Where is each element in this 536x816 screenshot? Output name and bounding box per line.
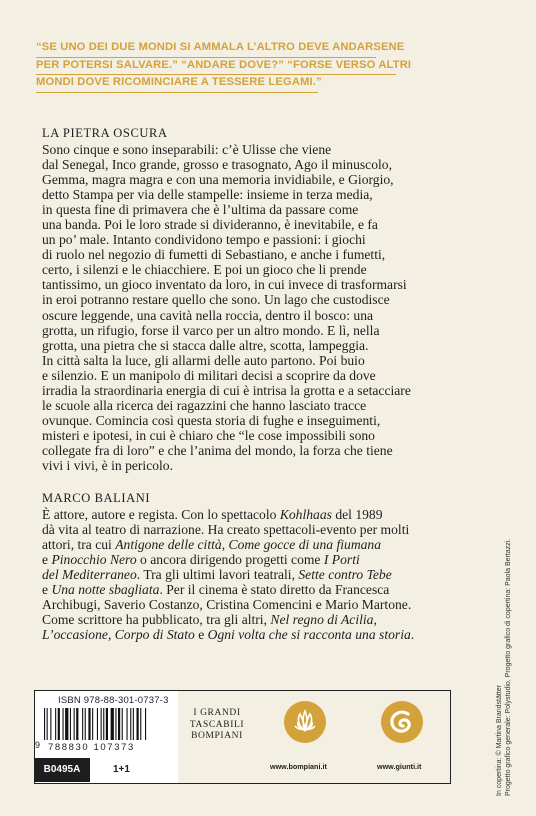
author-bio (42, 507, 502, 642)
synopsis-line: misteri e ipotesi, in cui è chiaro che “le cose impossibili sono (42, 427, 375, 443)
product-code: B0495A (34, 758, 90, 782)
series-line: BOMPIANI (191, 731, 243, 741)
synopsis-line: le scuole alla ricerca dei ragazzini che hanno lasciato tracce (42, 397, 367, 413)
bio-line: dà vita al teatro di narrazione. Ha creato spettacoli-evento per molti (42, 522, 410, 538)
bio-line: Archibugi, Saverio Costanzo, Cristina Comencini e Mario Martone. (42, 597, 412, 613)
synopsis-line: grotta, una pietra che si stacca dalle altre, scotta, lampeggia. (42, 337, 369, 353)
author-name: MARCO BALIANI (42, 491, 151, 505)
synopsis-line: di ruolo nel negozio di fumetti di Sebastiano, e anche i fumetti, (42, 247, 386, 263)
book-title: LA PIETRA OSCURA (42, 126, 168, 140)
giunti-swirl-icon (380, 700, 424, 744)
synopsis-line: un po’ male. Intanto condividono tempo e passioni: i giochi (42, 232, 366, 248)
credit-line: Progetto grafico generale: Polystudio. Progetto grafico di copertina: Paola Bertazzi. (504, 538, 512, 796)
price-code: 1+1 (113, 764, 130, 775)
synopsis-line: in questa fine di primavera che è l’ultima da passare come (42, 202, 359, 218)
synopsis-line: oscure leggende, una cavità nella roccia, dentro il bosco: una (42, 307, 374, 323)
barcode-lead-digit: 9 (35, 740, 41, 750)
synopsis (42, 142, 502, 473)
quote-underline (36, 92, 318, 93)
bompiani-url: www.bompiani.it (270, 762, 327, 771)
quote-line: “SE UNO DEI DUE MONDI SI AMMALA L’ALTRO DEVE ANDARSENE (36, 41, 405, 53)
bio-line: e Pinocchio Nero o ancora dirigendo progetti come I Porti (42, 552, 360, 568)
synopsis-line: grotta, un rifugio, forse il varco per un altro mondo. E lì, nella (42, 322, 380, 338)
bio-line: attori, tra cui Antigone delle città, Come gocce di una fiumana (42, 537, 382, 553)
synopsis-line: in eroi potranno restare quello che sono. Un lago che custodisce (42, 292, 390, 308)
synopsis-line: tantissimo, un gioco inventato da loro, in cui invece di trasformarsi (42, 277, 407, 293)
credit-line: In copertina: © Martina Brandstätter (496, 685, 503, 796)
series-line: I GRANDI (193, 708, 241, 718)
synopsis-line: ovunque. Comincia così questa storia di fughe e inseguimenti, (42, 412, 381, 428)
synopsis-line: Gemma, magra magra e con una memoria invidiabile, e Giorgio, (42, 172, 394, 188)
isbn-number: ISBN 978-88-301-0737-3 (58, 695, 169, 706)
barcode-icon (42, 708, 170, 742)
giunti-url: www.giunti.it (377, 762, 422, 771)
bompiani-flower-icon (283, 700, 327, 744)
cover-quote (36, 40, 436, 93)
bio-line: È attore, autore e regista. Con lo spettacolo Kohlhaas del 1989 (42, 507, 383, 522)
synopsis-line: irradia la straordinaria energia di cui è intrisa la grotta e a setacciare (42, 382, 411, 398)
synopsis-line: collegate fra di loro” e che l’anima del mondo, la forza che tiene (42, 442, 393, 458)
synopsis-line: e silenzio. E un manipolo di militari decisi a scoprire da dove (42, 367, 376, 383)
series-name (178, 708, 256, 743)
bio-line: L’occasione, Corpo di Stato e Ogni volta che si racconta una storia. (42, 627, 415, 643)
quote-line: PER POTERSI SALVARE.” “ANDARE DOVE?” “FORSE VERSO ALTRI (36, 58, 412, 71)
synopsis-line: certo, i silenzi e le chiacchiere. E poi un gioco che li prende (42, 262, 367, 278)
bio-line: del Mediterraneo. Tra gli ultimi lavori teatrali, Sette contro Tebe (42, 567, 392, 583)
series-line: TASCABILI (189, 719, 245, 730)
synopsis-line: detto Stampa per via delle stampelle: insieme in terza media, (42, 187, 373, 203)
synopsis-line: Sono cinque e sono inseparabili: c’è Ulisse che viene (42, 142, 332, 157)
synopsis-line: dal Senegal, Inco grande, grosso e trasognato, Ago il minuscolo, (42, 157, 392, 173)
barcode-digits: 788830 107373 (48, 742, 135, 753)
cover-credits (496, 539, 513, 796)
synopsis-line: una banda. Poi le loro strade si divideranno, è inevitabile, e fa (42, 217, 378, 233)
bio-line: e Una notte sbagliata. Per il cinema è stato diretto da Francesca (42, 582, 390, 598)
quote-line: MONDI DOVE RICOMINCIARE A TESSERE LEGAMI.” (36, 76, 322, 88)
synopsis-line: In città salta la luce, gli allarmi delle auto partono. Poi buio (42, 352, 365, 368)
bio-line: Come scrittore ha pubblicato, tra gli altri, Nel regno di Acilia, (42, 612, 377, 628)
synopsis-line: vivi i vivi, è in pericolo. (42, 457, 174, 473)
